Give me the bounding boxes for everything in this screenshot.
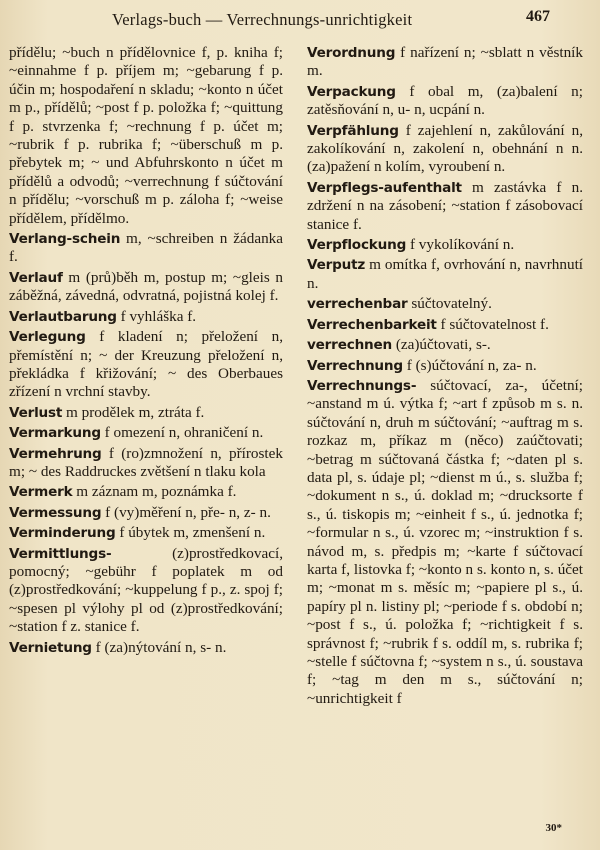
dictionary-entry bbox=[307, 236, 583, 254]
entry-definition: f vyhláška f. bbox=[120, 307, 197, 325]
dictionary-entry bbox=[307, 295, 583, 313]
entry-headword: Verordnung bbox=[307, 45, 396, 61]
page-header bbox=[0, 6, 600, 36]
right-column bbox=[307, 44, 583, 710]
entry-headword: Verpflegs-aufenthalt bbox=[307, 179, 462, 196]
entry-definition: m prodělek m, ztráta f. bbox=[66, 403, 205, 421]
entry-definition: f vykolíkování n. bbox=[409, 236, 515, 254]
entry-headword: verrechenbar bbox=[307, 296, 408, 313]
entry-definition: súčtovací, za-, účetní; ~anstand m ú. výtka f; ~art f způsob m s. n. súčtování n, druh m súčtování; ~auftrag m s. rozkaz m, příkaz m (něco) zaúčtovati; ~betrag m súčtovaná částka f; ~daten pl s. data pl, s. údaje pl; ~dienst m ú., s. služba f; ~dokument n s., ú. doklad m; ~drucksorte f s., ú. tiskopis m; ~einheit f s., ú. jednotka f; ~formular n s., ú. vzorec m; ~instruktion f s. návod m, s. předpis m; ~karte f súčtovací karta f, listovka f; ~konto n s. konto n, s. účet m; ~monat m s. měsíc m; ~papiere pl s., ú. papíry pl n. listiny pl; ~periode f s. období n; ~post f s., ú. položka f; ~richtigkeit f s. správnost f; ~rubrik f s. oddíl m, s. rubrika f; ~stelle f súčtovna f; ~system n s., ú. soustava f; ~tag m den m s., súčtování n; ~unrichtigkeit f bbox=[307, 376, 583, 707]
entry-headword: verrechnen bbox=[307, 337, 393, 354]
entry-headword: Verlautbarung bbox=[9, 308, 117, 325]
entry-definition: m, ~schreiben n žádanka f. bbox=[9, 230, 284, 266]
dictionary-entry bbox=[307, 179, 583, 234]
entry-headword: Verpfählung bbox=[307, 122, 399, 139]
entry-definition: f obal m, (za)balení n; zatěsňování n, u- n, ucpání n. bbox=[307, 82, 583, 119]
entry-definition: súčtovatelný. bbox=[411, 295, 492, 313]
dictionary-entry bbox=[307, 336, 583, 354]
entry-headword: Verlust bbox=[9, 404, 63, 421]
dictionary-entry bbox=[9, 328, 283, 402]
entry-definition: přídělu; ~buch n přídělovnice f, p. kniha f; ~einnahme f p. příjem m; ~gebarung f p. účin m; hospodaření n skladu; ~konto n účet m p., přídělů; ~post f p. položka f; ~quittung f p. stvrzenka f; ~rechnung f p. účet m; ~rubrik f p. rubrika f; ~überschuß m p. přebytek m; ~ und Abfuhrskonto n účet m přídělů a odvodů; ~verrechnung f súčtování n přídělu; ~vorschuß m p. záloha f; ~weise přídělem, přídělmo. bbox=[9, 44, 283, 227]
dictionary-entry bbox=[307, 377, 583, 708]
entry-definition: f (ro)zmnožení n, přírostek m; ~ des Raddruckes zvětšení n tlaku kola bbox=[9, 444, 283, 480]
entry-headword: Vermessung bbox=[9, 504, 102, 521]
dictionary-entry bbox=[9, 639, 283, 657]
dictionary-entry bbox=[307, 122, 583, 177]
page-number: 467 bbox=[526, 8, 550, 25]
dictionary-entry bbox=[9, 230, 283, 267]
entry-headword: Vermerk bbox=[9, 484, 73, 501]
entry-definition: (za)účtovati, s-. bbox=[395, 336, 491, 354]
dictionary-entry bbox=[307, 256, 583, 293]
entry-headword: Verputz bbox=[307, 257, 366, 274]
entry-definition: m omítka f, ovrhování n, navrhnutí n. bbox=[307, 256, 584, 292]
dictionary-entry bbox=[9, 445, 283, 482]
entry-definition: (z)prostředkovací, pomocný; ~gebühr f poplatek m od (z)prostředkování; ~kuppelung f p., z. spoj f; ~spesen pl výlohy pl od (z)prostředkování; ~station f z. stanice f. bbox=[9, 544, 283, 636]
entry-headword: Vermehrung bbox=[9, 445, 102, 462]
entry-headword: Verpackung bbox=[307, 83, 396, 100]
left-column bbox=[9, 44, 283, 659]
entry-headword: Verrechenbarkeit bbox=[307, 316, 437, 333]
entry-headword: Verlang-schein bbox=[9, 231, 121, 248]
dictionary-entry bbox=[9, 504, 283, 522]
entry-headword: Verrechnung bbox=[307, 357, 403, 374]
entry-definition: f (vy)měření n, pře- n, z- n. bbox=[105, 503, 271, 521]
dictionary-entry bbox=[9, 483, 283, 501]
dictionary-entry bbox=[9, 424, 283, 442]
dictionary-entry bbox=[9, 308, 283, 326]
entry-headword: Vermarkung bbox=[9, 425, 101, 442]
entry-definition: f súčtovatelnost f. bbox=[440, 315, 549, 333]
entry-definition: m záznam m, poznámka f. bbox=[76, 483, 237, 501]
dictionary-entry bbox=[307, 316, 583, 334]
entry-headword: Verminderung bbox=[9, 525, 116, 542]
dictionary-entry bbox=[9, 404, 283, 422]
entry-definition: f (s)účtování n, za- n. bbox=[406, 356, 537, 374]
entry-headword: Verlegung bbox=[9, 329, 86, 346]
dictionary-entry bbox=[9, 44, 283, 228]
dictionary-entry bbox=[9, 524, 283, 542]
entry-definition: m (prů)běh m, postup m; ~gleis n záběžná, závedná, odvratná, pojistná kolej f. bbox=[9, 268, 284, 305]
dictionary-entry bbox=[9, 545, 283, 637]
entry-definition: f kladení n; přeložení n, přemístění n; ~ der Kreuzung přeložení n, překládka f křižování; ~ des Oberbaues zřízení n vrchní stavby. bbox=[9, 328, 284, 401]
entry-definition: f úbytek m, zmenšení n. bbox=[119, 524, 266, 542]
entry-definition: f omezení n, ohraničení n. bbox=[104, 424, 264, 442]
entry-definition: f zajehlení n, zakůlování n, zakolíkování n, zakolení n, obehnání n n. (za)pažení n kolím, vyroubení n. bbox=[307, 121, 584, 176]
running-head: Verlags-buch — Verrechnungs-unrichtigkeit bbox=[112, 10, 413, 29]
entry-headword: Verpflockung bbox=[307, 237, 407, 254]
entry-headword: Verlauf bbox=[9, 269, 63, 286]
signature-mark: 30* bbox=[545, 822, 562, 834]
dictionary-entry bbox=[307, 357, 583, 375]
dictionary-entry bbox=[9, 269, 283, 306]
entry-headword: Verrechnungs- bbox=[307, 377, 417, 394]
dictionary-entry bbox=[307, 83, 583, 120]
entry-definition: m zastávka f n. zdržení n na zásobení; ~station f zásobovací stanice f. bbox=[307, 178, 584, 233]
entry-definition: f (za)nýtování n, s- n. bbox=[95, 638, 227, 656]
dictionary-entry bbox=[307, 44, 583, 81]
entry-definition: f nařízení n; ~sblatt n věstník m. bbox=[307, 44, 583, 80]
entry-headword: Vernietung bbox=[9, 639, 92, 656]
entry-headword: Vermittlungs- bbox=[9, 545, 112, 562]
